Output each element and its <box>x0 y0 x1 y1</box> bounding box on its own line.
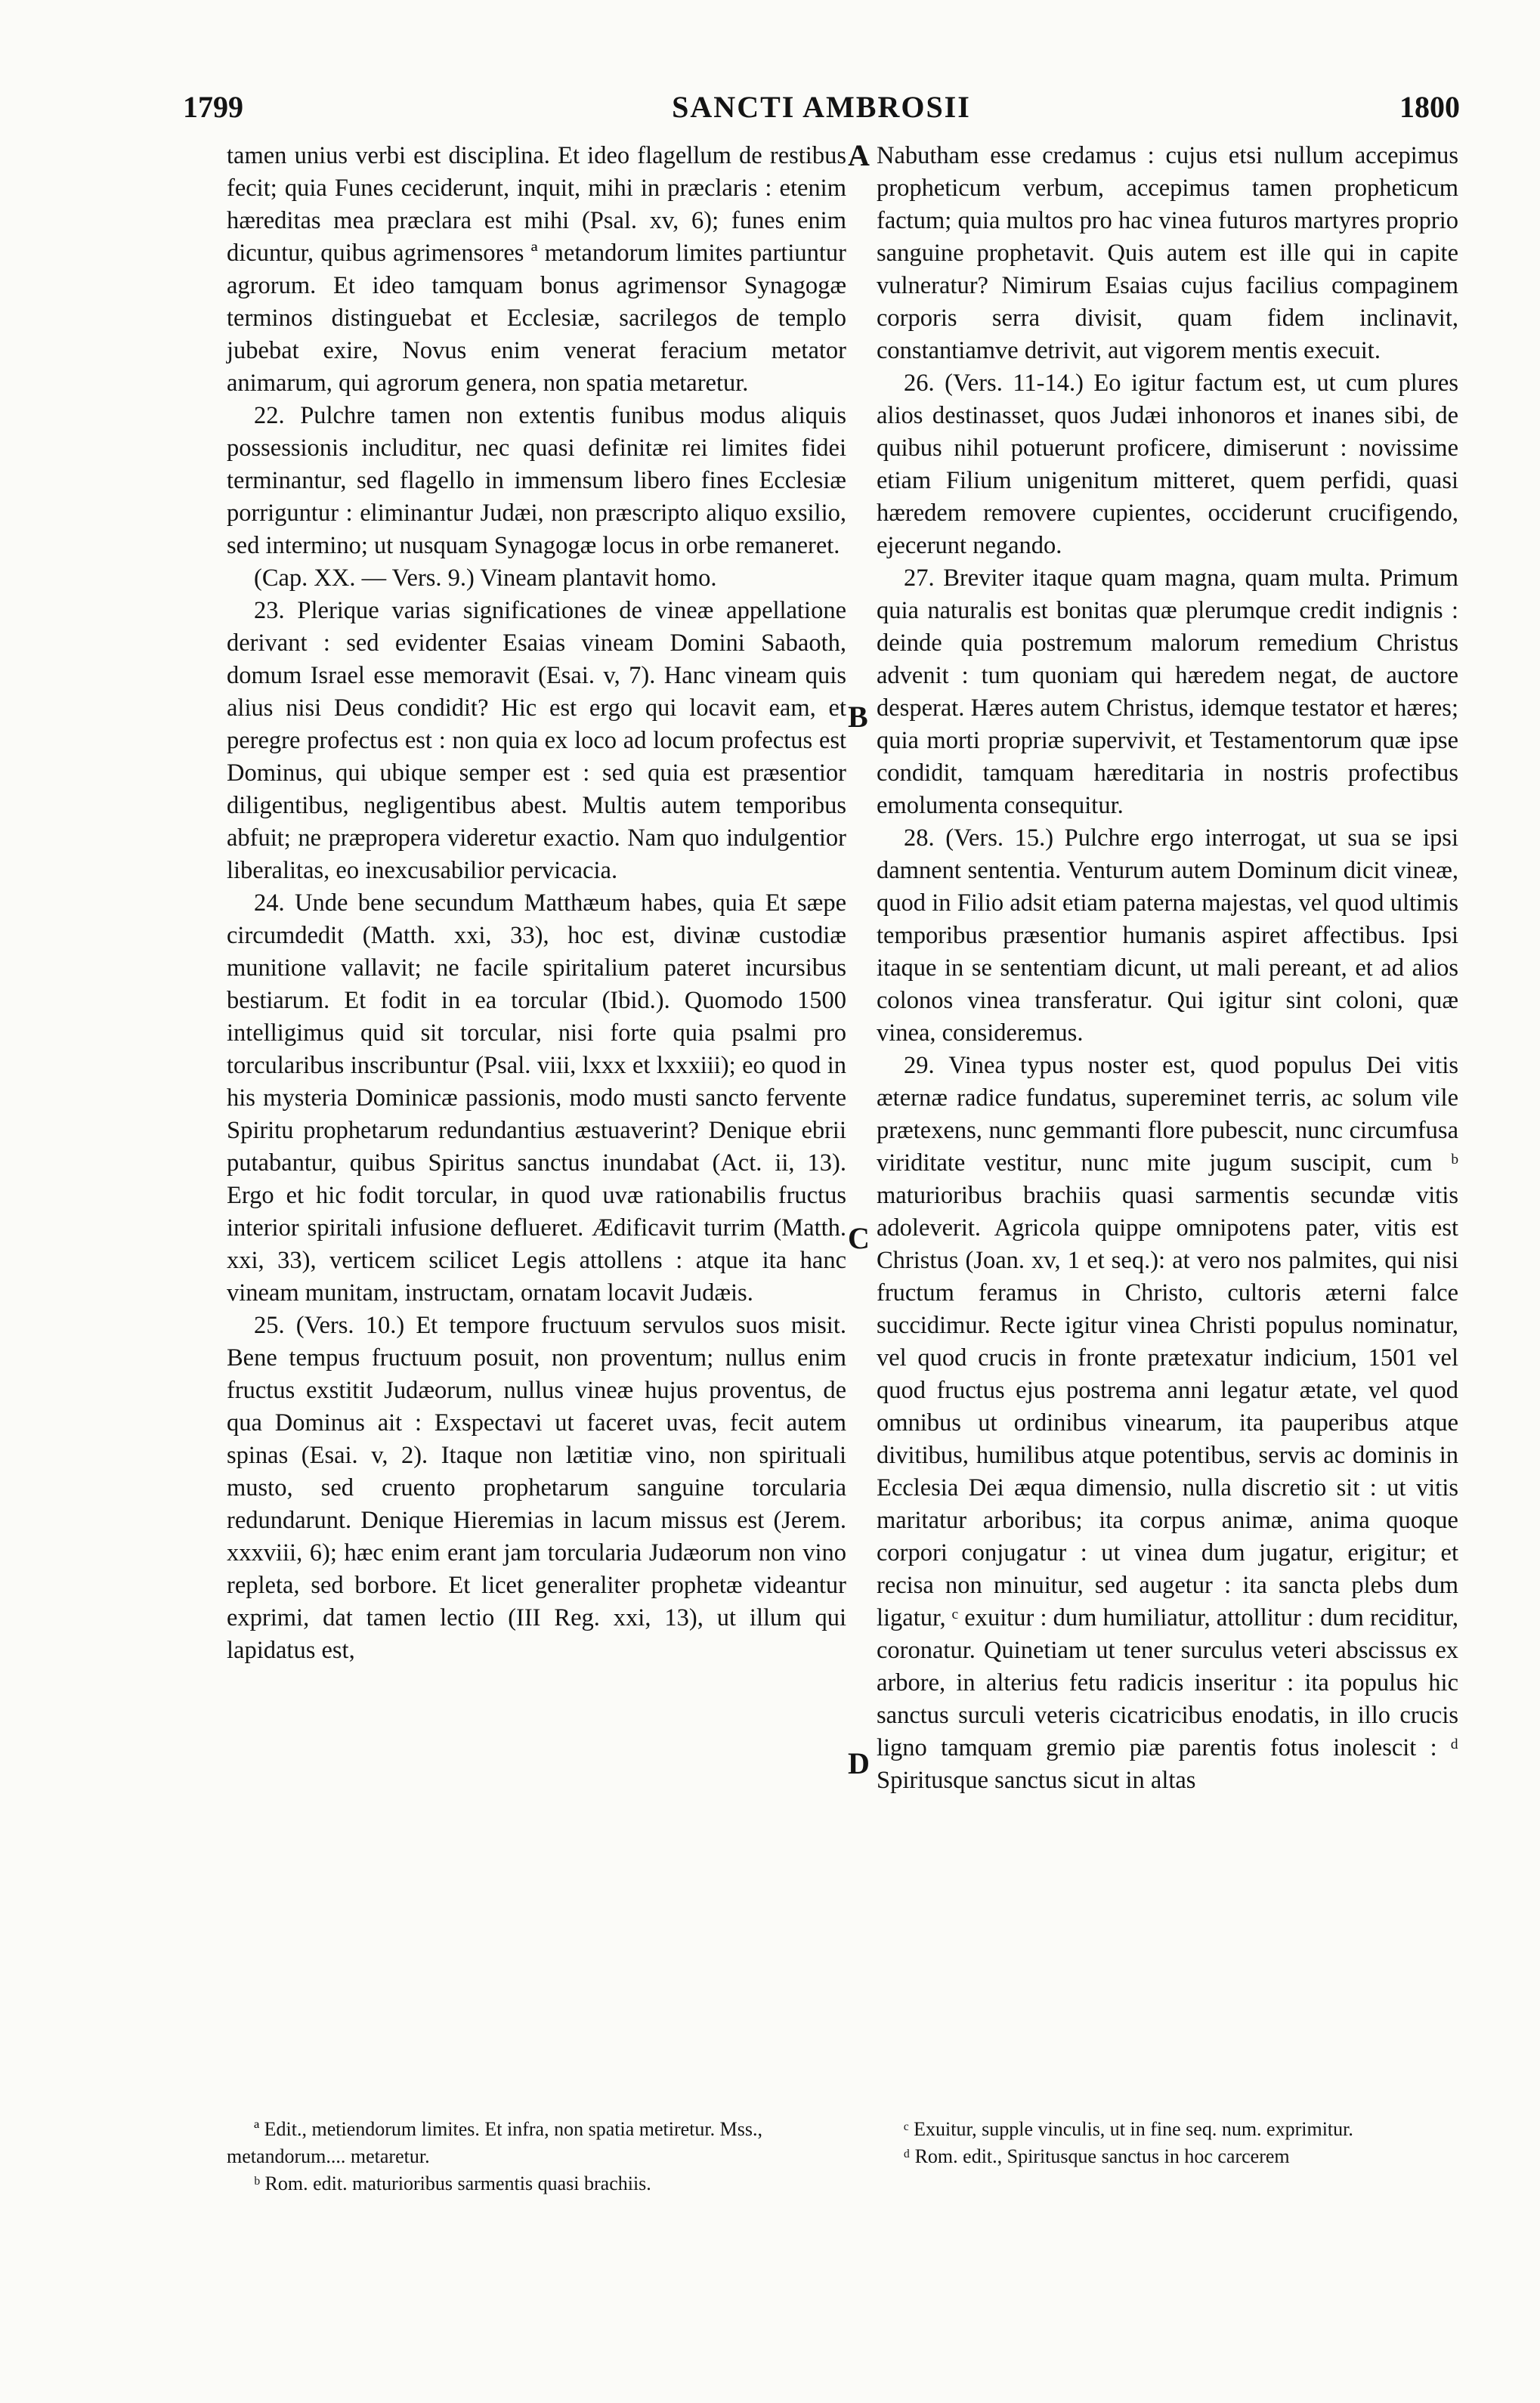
paragraph: 24. Unde bene secundum Matthæum habes, quia Et sæpe circumdedit (Matth. xxi, 33), hoc est, divinæ custodiæ munitione vallavit; ne facile spiritalium pateret incursibus bestiarum. Et fodit in ea torcular (Ibid.). Quomodo 1500 intelligimus quid sit torcular, nisi forte quia psalmi pro torcularibus inscribuntur (Psal. viii, lxxx et lxxxiii); eo quod in his mysteria Dominicæ passionis, modo musti sancto fervente Spiritu prophetarum redundantius æstuaverint? Denique ebrii putabantur, quibus Spiritus sanctus inundabat (Act. ii, 13). Ergo et hic fodit torcular, in quod uvæ rationabilis fructus interior spiritali infusione deflueret. Ædificavit turrim (Matth. xxi, 33), verticem scilicet Legis attollens : atque ita hanc vineam munitam, instructam, ornatam locavit Judæis. <box>227 889 846 1307</box>
paragraph: 27. Breviter itaque quam magna, quam multa. Primum quia naturalis est bonitas quæ plerumque credit indignis : deinde quia postremum malorum remedium Christus advenit : tum quoniam qui hæredem negat, de auctore desperat. Hæres autem Christus, idemque testator et hæres; quia morti propriæ supervivit, et Testamentorum quæ ipse condidit, tamquam hæreditaria in nostris profectibus emolumenta consequitur. <box>877 564 1458 819</box>
paragraph: 26. (Vers. 11-14.) Eo igitur factum est, ut cum plures alios destinasset, quos Judæi inhonoros et inanes sibi, de quibus nihil potuerunt proficere, dimiserunt : novissime etiam Filium unigenitum mitteret, quem perfidi, quasi hæredem removere cupientes, occiderunt crucifigendo, ejecerunt negando. <box>877 370 1458 559</box>
paragraph: 25. (Vers. 10.) Et tempore fructuum servulos suos misit. Bene tempus fructuum posuit, non proventum; nullus enim fructus exstitit Judæorum, nullus vineæ hujus proventus, de qua Dominus ait : Exspectavi ut faceret uvas, fecit autem spinas (Esai. v, 2). Itaque non lætitiæ vino, non spirituali musto, sed cruento prophetarum sanguine torcularia redundarunt. Denique Hieremias in lacum missus est (Jerem. xxxviii, 6); hæc enim erant jam torcularia Judæorum non vino repleta, sed borbore. Et licet generaliter prophetæ videantur exprimi, dat tamen lectio (III Reg. xxi, 13), ut illum qui lapidatus est, <box>227 1312 846 1664</box>
margin-letter-b: B <box>848 700 868 734</box>
chapter-heading: (Cap. XX. — Vers. 9.) Vineam plantavit homo. <box>254 564 717 592</box>
margin-letter-d: D <box>848 1746 870 1780</box>
margin-letter-a: A <box>848 138 870 172</box>
footnote: ᶜ Exuitur, supple vinculis, ut in fine seq. num. exprimitur. <box>904 2118 1353 2140</box>
left-column <box>227 140 846 1667</box>
page-number-left: 1799 <box>183 90 243 124</box>
right-column <box>877 140 1458 1797</box>
paragraph: tamen unius verbi est disciplina. Et ideo flagellum de restibus fecit; quia Funes ceciderunt, inquit, mihi in præclaris : etenim hæreditas mea præclara est mihi (Psal. xv, 6); funes enim dicuntur, quibus agrimensores ª metandorum limites partiuntur agrorum. Et ideo tamquam bonus agrimensor Synagogæ terminos distinguebat et Ecclesiæ, sacrilegos de templo jubebat exire, Novus enim venerat feracium metator animarum, qui agrorum genera, non spatia metaretur. <box>227 142 846 397</box>
paragraph: 23. Plerique varias significationes de vineæ appellatione derivant : sed evidenter Esaias vineam Domini Sabaoth, domum Israel esse memoravit (Esai. v, 7). Hanc vineam quis alius nisi Deus condidit? Hic est ergo qui locavit eam, et peregre profectus est : non quia ex loco ad locum profectus est Dominus, qui ubique semper est : sed quia est præsentior diligentibus, negligentibus abest. Multis autem temporibus abfuit; ne præpropera videretur exactio. Nam quo indulgentior liberalitas, eo inexcusabilior pervicacia. <box>227 597 846 884</box>
footnote: ᵇ Rom. edit. maturioribus sarmentis quasi brachiis. <box>254 2173 651 2194</box>
footnote: ᵈ Rom. edit., Spiritusque sanctus in hoc carcerem <box>904 2145 1290 2167</box>
paragraph: 28. (Vers. 15.) Pulchre ergo interrogat, ut sua se ipsi damnent sententia. Venturum autem Dominum dicit vineæ, quod in Filio adsit etiam paterna majestas, vel quod ultimis temporibus præsentior humanis aspiret affectibus. Ipsi itaque in se sententiam dicunt, ut mali pereant, et ad alios colonos vinea transferatur. Qui igitur sint coloni, quæ vinea, consideremus. <box>877 824 1458 1047</box>
page-header <box>183 89 1460 135</box>
margin-letter-c: C <box>848 1221 870 1255</box>
paragraph: 22. Pulchre tamen non extentis funibus modus aliquis possessionis includitur, nec quasi definitæ rei limites fidei terminantur, sed flagello in immensum libero fines Ecclesiæ porriguntur : eliminantur Judæi, non præscripto aliquo exsilio, sed interminο; ut nusquam Synagogæ locus in orbe remaneret. <box>227 402 846 559</box>
page-number-right: 1800 <box>1399 90 1460 124</box>
footnotes-right <box>877 2116 1458 2170</box>
footnotes-left <box>227 2116 846 2197</box>
paragraph: 29. Vinea typus noster est, quod populus Dei vitis æternæ radice fundatus, supereminet terris, ac solum vile prætexens, nunc gemmanti flore pubescit, nunc circumfusa viriditate vestitur, nunc mite jugum suscipit, cum ᵇ maturioribus brachiis quasi sarmentis secundæ vitis adoleverit. Agricola quippe omnipotens pater, vitis est Christus (Joan. xv, 1 et seq.): at vero nos palmites, qui nisi fructum feramus in Christo, cultoris æterni falce succidimur. Recte igitur vinea Christi populus nominatur, vel quod crucis in fronte prætexatur indicium, 1501 vel quod fructus ejus postrema anni legatur ætate, vel quod omnibus ut ordinibus vinearum, ita pauperibus atque divitibus, humilibus atque potentibus, servis ac dominis in Ecclesia Dei æqua dimensio, nulla discretio sit : ut vitis maritatur arboribus; ita corpus animæ, anima quoque corpori conjugatur : ut vinea dum jugatur, erigitur; et recisa non minuitur, sed augetur : ita sancta plebs dum ligatur, ᶜ exuitur : dum humiliatur, attollitur : dum reciditur, coronatur. Quinetiam ut tener surculus veteri abscissus ex arbore, in alterius fetu radicis inseritur : ita populus hic sanctus surculi veteris cicatricibus enodatis, in illo crucis ligno tamquam gremio piæ parentis fotus inolescit : ᵈ Spiritusque sanctus sicut in altas <box>877 1052 1458 1794</box>
paragraph: Nabutham esse credamus : cujus etsi nullum accepimus propheticum verbum, accepimus tamen propheticum factum; quia multos pro hac vinea futuros martyres proprio sanguine prophetavit. Quis autem est ille qui in capite vulneratur? Nimirum Esaias cujus facilius compaginem corporis serra divisit, quam fidem inclinavit, constantiamve detrivit, aut vigorem mentis execuit. <box>877 142 1458 364</box>
running-title: SANCTI AMBROSII <box>672 90 971 124</box>
footnote: ª Edit., metiendorum limites. Et infra, non spatia metiretur. Mss., metandorum.... metaretur. <box>227 2118 762 2167</box>
